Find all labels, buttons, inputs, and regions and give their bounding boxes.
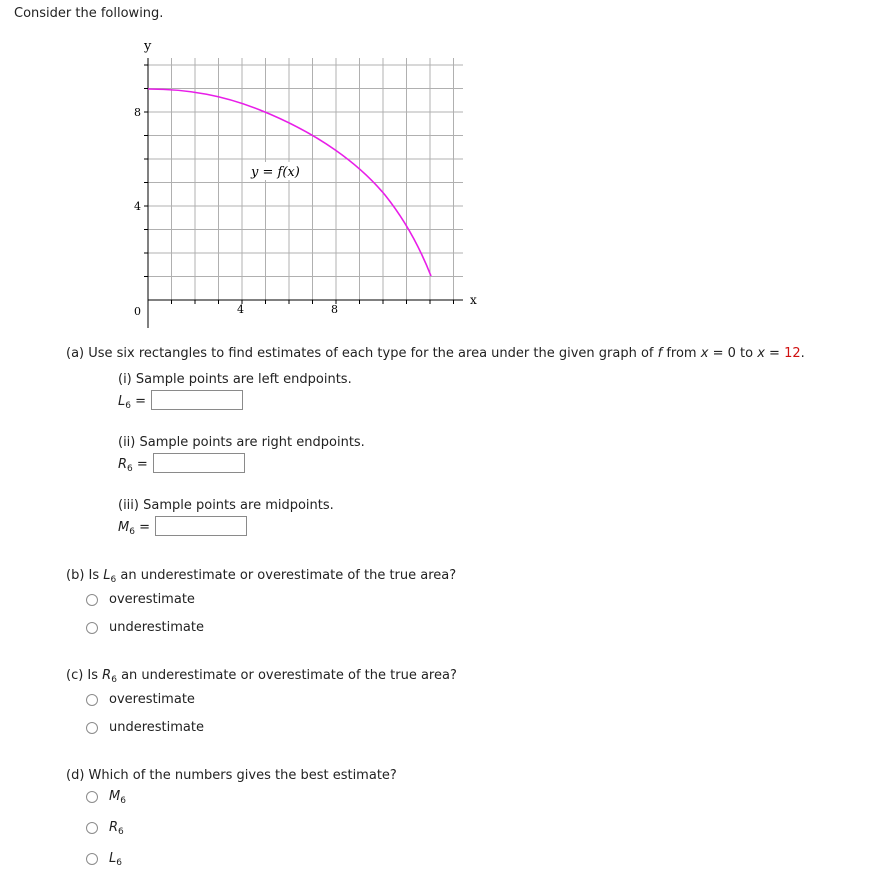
part-a-question: (a) Use six rectangles to find estimates of each type for the area under the given graph of f from x = 0 to x = 12. bbox=[66, 346, 805, 361]
x-end-value: 12 bbox=[784, 346, 801, 361]
part-c-overestimate-label: overestimate bbox=[109, 692, 195, 707]
x-tick-8: 8 bbox=[331, 303, 338, 316]
part-d-question: (d) Which of the numbers gives the best estimate? bbox=[66, 768, 397, 783]
part-d-m6-label: $M_6$ bbox=[109, 789, 126, 806]
y-tick-4: 4 bbox=[134, 200, 141, 213]
part-b-question: (b) Is $L_6$ an underestimate or overestimate of the true area? bbox=[66, 568, 457, 585]
l6-input[interactable] bbox=[151, 390, 243, 410]
part-c-question: (c) Is $R_6$ an underestimate or overestimate of the true area? bbox=[66, 668, 457, 685]
l6-label: $L_6$ = bbox=[118, 394, 147, 411]
part-b-overestimate-label: overestimate bbox=[109, 592, 195, 607]
part-c-overestimate-radio[interactable] bbox=[86, 694, 98, 706]
part-d-m6-radio[interactable] bbox=[86, 791, 98, 803]
function-graph bbox=[0, 0, 869, 340]
x-axis-label: x bbox=[470, 293, 477, 307]
part-d-r6-label: $R_6$ bbox=[109, 820, 124, 837]
y-tick-8: 8 bbox=[134, 106, 141, 119]
m6-input[interactable] bbox=[155, 516, 247, 536]
part-a-iii-label: (iii) Sample points are midpoints. bbox=[118, 498, 334, 513]
intro-text: Consider the following. bbox=[14, 6, 164, 21]
r6-label: $R_6$ = bbox=[118, 457, 148, 474]
part-b-overestimate-radio[interactable] bbox=[86, 594, 98, 606]
part-c-underestimate-label: underestimate bbox=[109, 720, 204, 735]
y-axis-label: y bbox=[144, 39, 152, 54]
x-tick-4: 4 bbox=[237, 303, 244, 316]
part-b-underestimate-label: underestimate bbox=[109, 620, 204, 635]
part-d-l6-radio[interactable] bbox=[86, 853, 98, 865]
part-d-r6-radio[interactable] bbox=[86, 822, 98, 834]
part-b-underestimate-radio[interactable] bbox=[86, 622, 98, 634]
part-a-i-label: (i) Sample points are left endpoints. bbox=[118, 372, 352, 387]
m6-label: $M_6$ = bbox=[118, 520, 150, 537]
part-d-l6-label: $L_6$ bbox=[109, 851, 122, 868]
part-c-underestimate-radio[interactable] bbox=[86, 722, 98, 734]
y-tick-0: 0 bbox=[134, 305, 141, 318]
curve-label: y = f(x) bbox=[251, 165, 300, 180]
r6-input[interactable] bbox=[153, 453, 245, 473]
part-a-ii-label: (ii) Sample points are right endpoints. bbox=[118, 435, 365, 450]
